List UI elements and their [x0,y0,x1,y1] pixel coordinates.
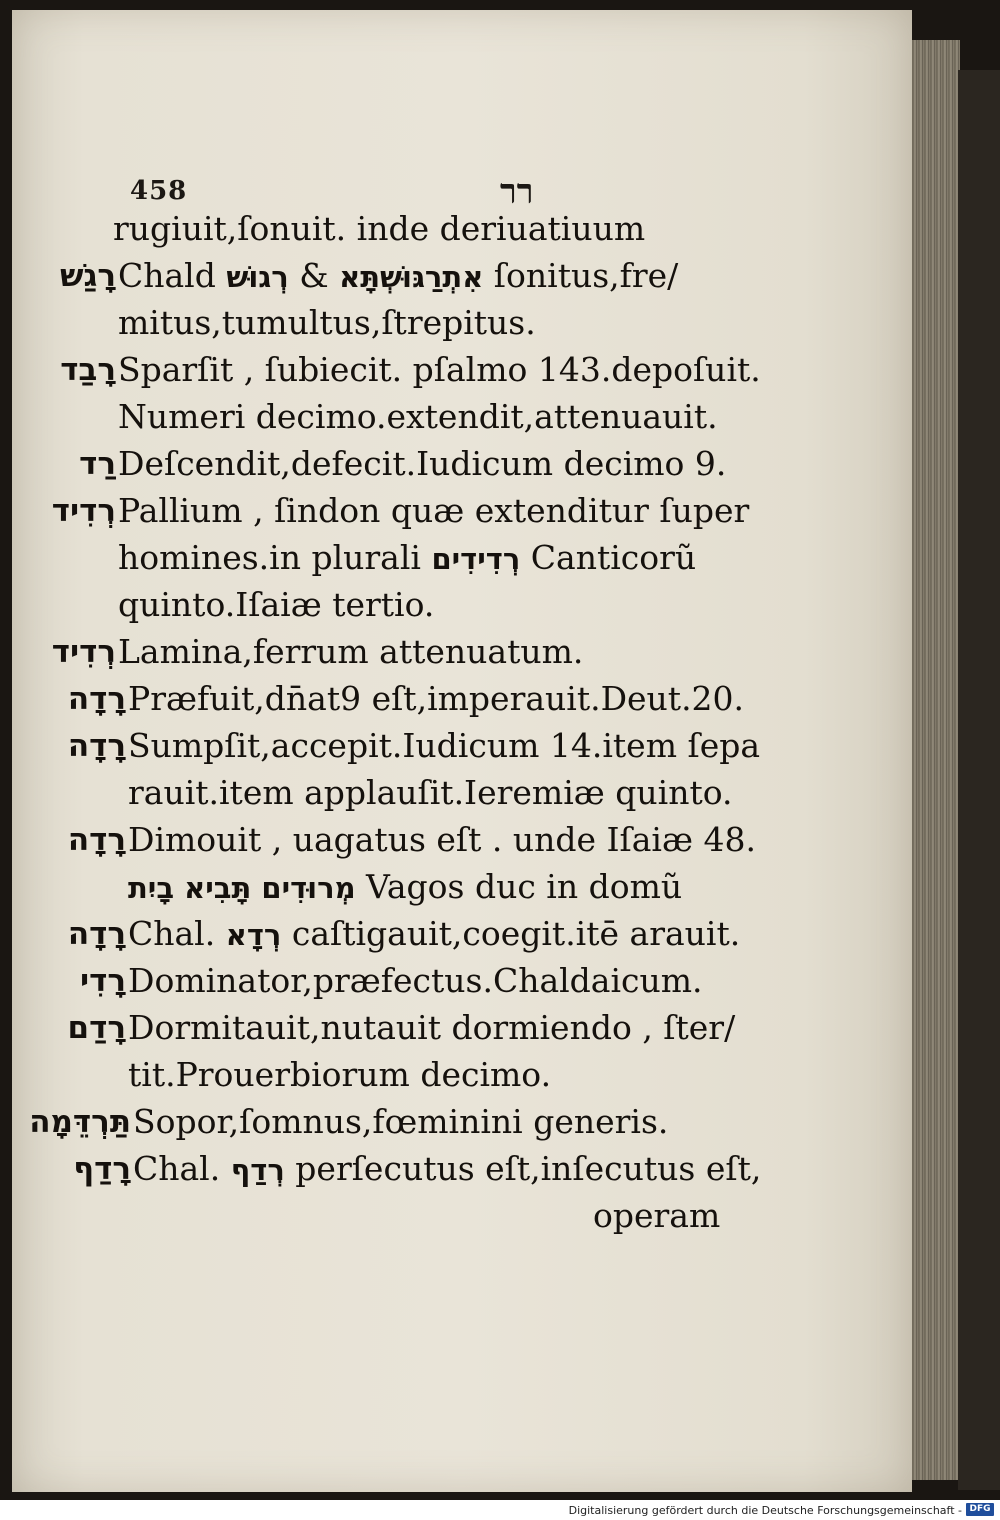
latin-text: Chald [118,256,227,295]
hebrew-term: מְרוּדִים תָּבִיא בָיִת [128,871,356,905]
latin-text: Chal. [128,914,226,953]
running-head: רר [500,172,534,212]
entry-text [128,816,756,864]
latin-text: quinto.Iſaiæ tertio. [118,585,435,624]
entry-text [118,299,536,347]
text-line [0,534,905,582]
latin-text: Dimouit , uagatus eſt . unde Iſaiæ 48. [128,820,756,859]
latin-text: ſonitus,fre/ [483,256,679,295]
entry-text [118,628,583,676]
hebrew-term: רְדָא [225,918,282,952]
entry-text [593,1192,720,1240]
latin-text: caſtigauit,coegit.itē arauit. [281,914,741,953]
latin-text: mitus,tumultus,ſtrepitus. [118,303,536,342]
text-line [0,957,905,1005]
entry-text [128,675,744,723]
latin-text: Dominator,præfectus.Chaldaicum. [128,961,703,1000]
latin-text: Canticorũ [520,538,697,577]
latin-text: Sparſit , ſubiecit. pſalmo 143.depoſuit. [118,350,761,389]
text-line [0,816,905,864]
hebrew-headword: רָדָה [67,728,126,764]
latin-text: operam [593,1196,721,1235]
hebrew-headword: רְדִיד [51,634,116,670]
latin-text: & [288,256,340,295]
text-line [0,205,905,253]
dfg-logo: DFG [966,1503,994,1516]
latin-text: Sumpſit,accepit.Iudicum 14.item ſepa [128,726,761,765]
hebrew-headword: רָדַף [73,1151,131,1187]
text-line [0,628,905,676]
entry-text [118,534,696,583]
text-line [0,1004,905,1052]
hebrew-headword: רְדִיד [51,493,116,529]
entry-text [118,581,434,629]
latin-text: Deſcendit,defecit.Iudicum decimo 9. [118,444,727,483]
entry-text [133,1098,668,1146]
hebrew-headword: רָגַשׁ [59,258,116,294]
latin-text: perſecutus eſt,inſecutus eſt, [284,1149,762,1188]
entry-text [118,393,718,441]
text-line [0,722,905,770]
latin-text: homines.in plurali [118,538,432,577]
entry-text [118,346,761,394]
latin-text: tit.Prouerbiorum decimo. [128,1055,552,1094]
entry-text [128,957,703,1005]
entry-text [133,1145,761,1194]
entry-text [113,205,645,253]
latin-text: Lamina,ferrum attenuatum. [118,632,584,671]
page-number: 458 [130,176,188,206]
text-line [0,346,905,394]
book-cover-edge [958,70,1000,1490]
text-line [0,769,905,817]
hebrew-headword: תַּרְדֵּמָה [29,1104,131,1140]
text-line [0,1192,905,1240]
entry-text [118,252,678,301]
hebrew-headword: רָדִי [79,963,126,999]
text-line [0,299,905,347]
text-line [0,675,905,723]
digitization-footer [0,1500,1000,1520]
page-edge-stack [905,40,960,1480]
entry-text [128,1004,735,1052]
latin-text: Pallium , ſindon quæ extenditur ſuper [118,491,750,530]
latin-text: Dormitauit,nutauit dormiendo , ſter/ [128,1008,736,1047]
hebrew-term: רְדַף [230,1153,285,1187]
latin-text: Chal. [133,1149,231,1188]
latin-text: Præfuit,dn̄at9 eſt,imperauit.Deut.20. [128,679,745,718]
entry-text [128,910,740,959]
hebrew-term: אִתְרַגּוּשְׁתָּא [339,260,484,294]
entry-text [128,722,760,770]
latin-text: rauit.item applauſit.Ieremiæ quinto. [128,773,733,812]
latin-text: Sopor,ſomnus,fœminini generis. [133,1102,669,1141]
hebrew-term: רְדִידִים [431,542,521,576]
entry-text [118,440,726,488]
latin-text: Vagos duc in domũ [355,867,683,906]
text-line [0,393,905,441]
text-line [0,1098,905,1146]
text-line [0,440,905,488]
text-line [0,252,905,300]
latin-text: rugiuit,ſonuit. inde deriuatiuum [113,209,646,248]
text-line [0,910,905,958]
latin-text: Numeri decimo.extendit,attenuauit. [118,397,718,436]
text-line [0,581,905,629]
text-line [0,863,905,911]
hebrew-headword: רַד [79,446,116,482]
footer-credit: Digitalisierung gefördert durch die Deutsche Forschungsgemeinschaft - [568,1504,962,1517]
hebrew-headword: רָדָה [67,916,126,952]
entry-text [128,1051,551,1099]
hebrew-term: רְגוּשׁ [226,260,289,294]
text-line [0,1145,905,1193]
entry-text [118,487,749,535]
hebrew-headword: רָדָה [67,822,126,858]
entry-text [128,769,733,817]
text-line [0,487,905,535]
hebrew-headword: רָדַם [67,1010,126,1046]
entry-text [128,863,682,912]
text-line [0,1051,905,1099]
hebrew-headword: רָדָה [67,681,126,717]
hebrew-headword: רָבַד [60,352,116,388]
